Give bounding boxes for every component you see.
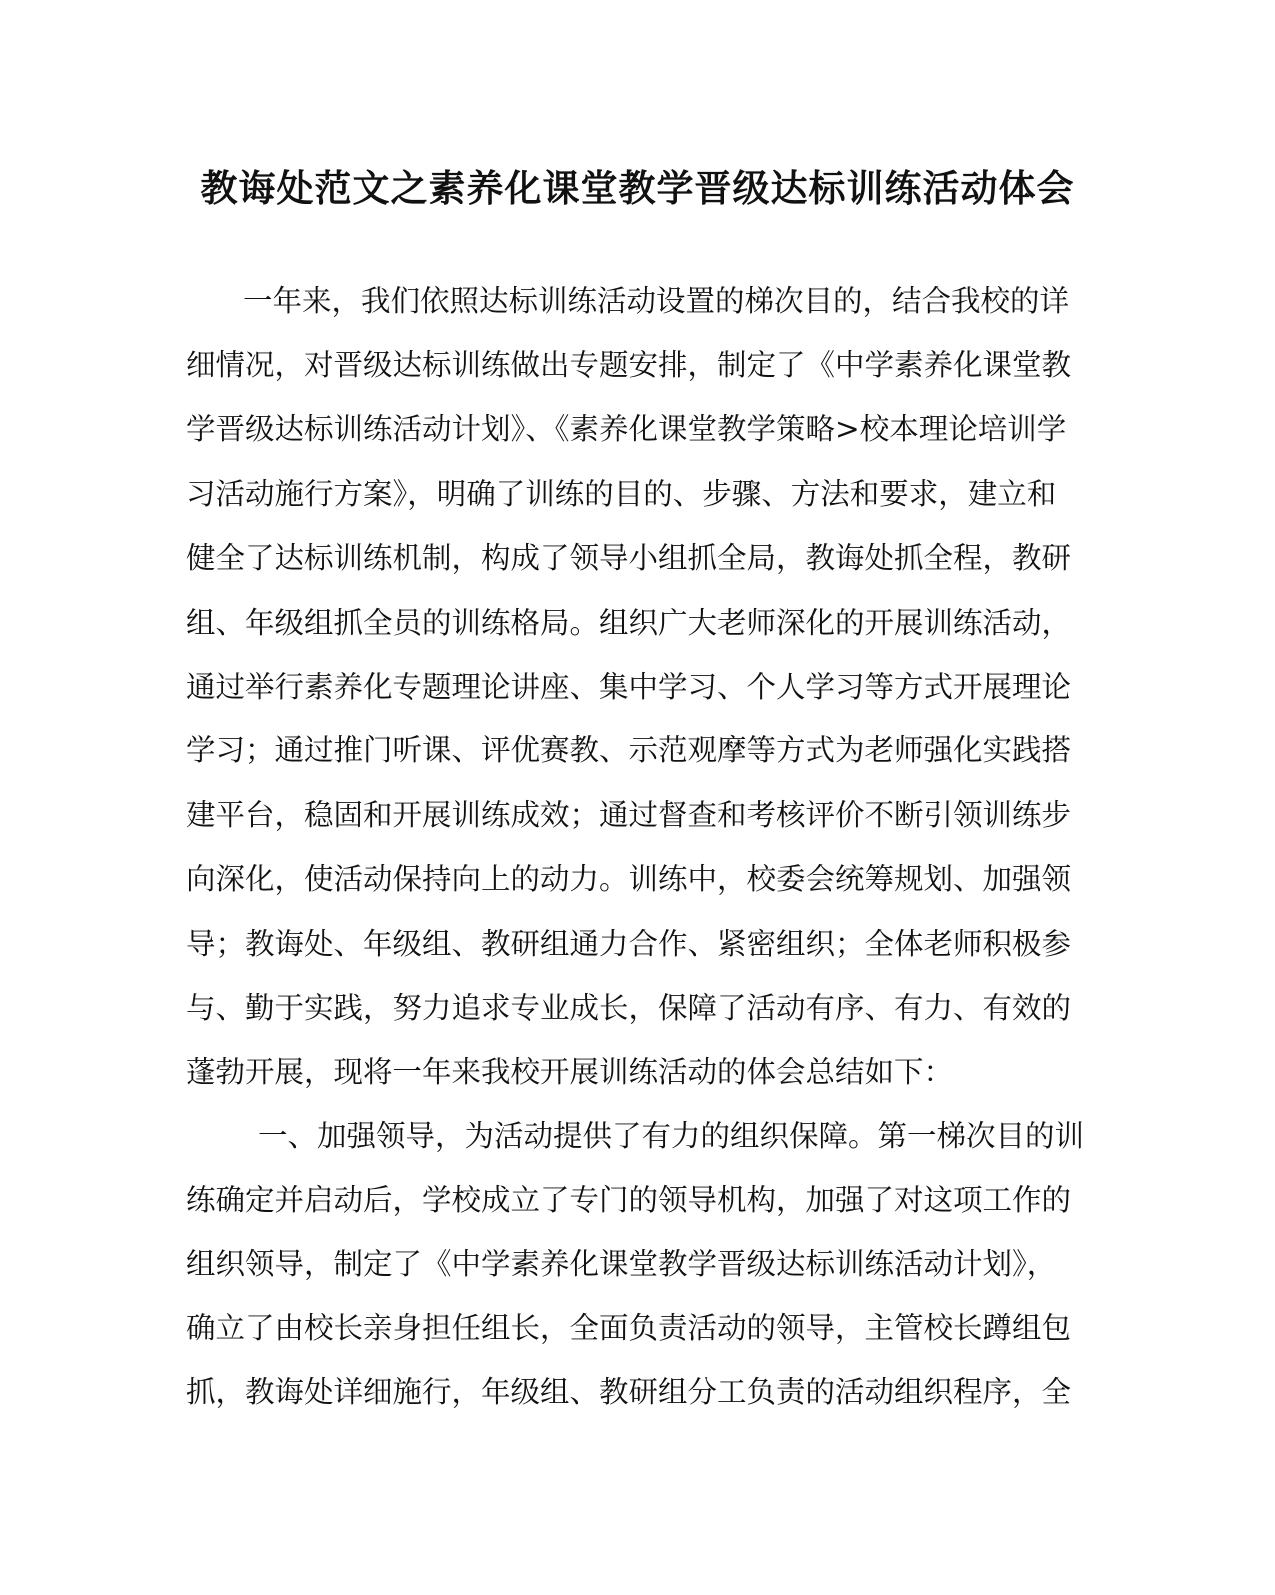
body-text-line: 细情况，对晋级达标训练做出专题安排，制定了《中学素养化课堂教 — [186, 348, 1072, 382]
body-text-line: 练确定并启动后，学校成立了专门的领导机构，加强了对这项工作的 — [186, 1183, 1072, 1217]
body-text-line: 与、勤于实践，努力追求专业成长，保障了活动有序、有力、有效的 — [186, 991, 1072, 1025]
section-heading-line: 一、加强领导，为活动提供了有力的组织保障。第一梯次目的训 — [258, 1119, 1085, 1153]
body-text-line: 导；教诲处、年级组、教研组通力合作、紧密组织；全体老师积极参 — [186, 927, 1072, 961]
body-text-line: 向深化，使活动保持向上的动力。训练中，校委会统筹规划、加强领 — [186, 862, 1072, 896]
body-text-line: 健全了达标训练机制，构成了领导小组抓全局，教诲处抓全程，教研 — [186, 541, 1072, 575]
body-text-line: 学晋级达标训练活动计划》、《素养化课堂教学策略>校本理论培训学 — [186, 412, 1067, 446]
body-text-line: 学习；通过推门听课、评优赛教、示范观摩等方式为老师强化实践搭 — [186, 733, 1072, 767]
body-text-line: 建平台，稳固和开展训练成效；通过督查和考核评价不断引领训练步 — [186, 798, 1072, 832]
body-text-line: 通过举行素养化专题理论讲座、集中学习、个人学习等方式开展理论 — [186, 670, 1072, 704]
body-text-line: 一年来，我们依照达标训练活动设置的梯次目的，结合我校的详 — [243, 284, 1070, 318]
body-text-line: 习活动施行方案》，明确了训练的目的、步骤、方法和要求，建立和 — [186, 477, 1057, 511]
body-text-line: 组、年级组抓全员的训练格局。组织广大老师深化的开展训练活动， — [186, 606, 1072, 640]
body-text-line: 组织领导，制定了《中学素养化课堂教学晋级达标训练活动计划》， — [186, 1247, 1057, 1281]
body-text-line: 抓，教诲处详细施行，年级组、教研组分工负责的活动组织程序，全 — [186, 1375, 1072, 1409]
document-title: 教诲处范文之素养化课堂教学晋级达标训练活动体会 — [200, 166, 1075, 210]
body-text-line: 蓬勃开展，现将一年来我校开展训练活动的体会总结如下： — [186, 1055, 954, 1089]
body-text-line: 确立了由校长亲身担任组长，全面负责活动的领导，主管校长蹲组包 — [186, 1311, 1072, 1345]
